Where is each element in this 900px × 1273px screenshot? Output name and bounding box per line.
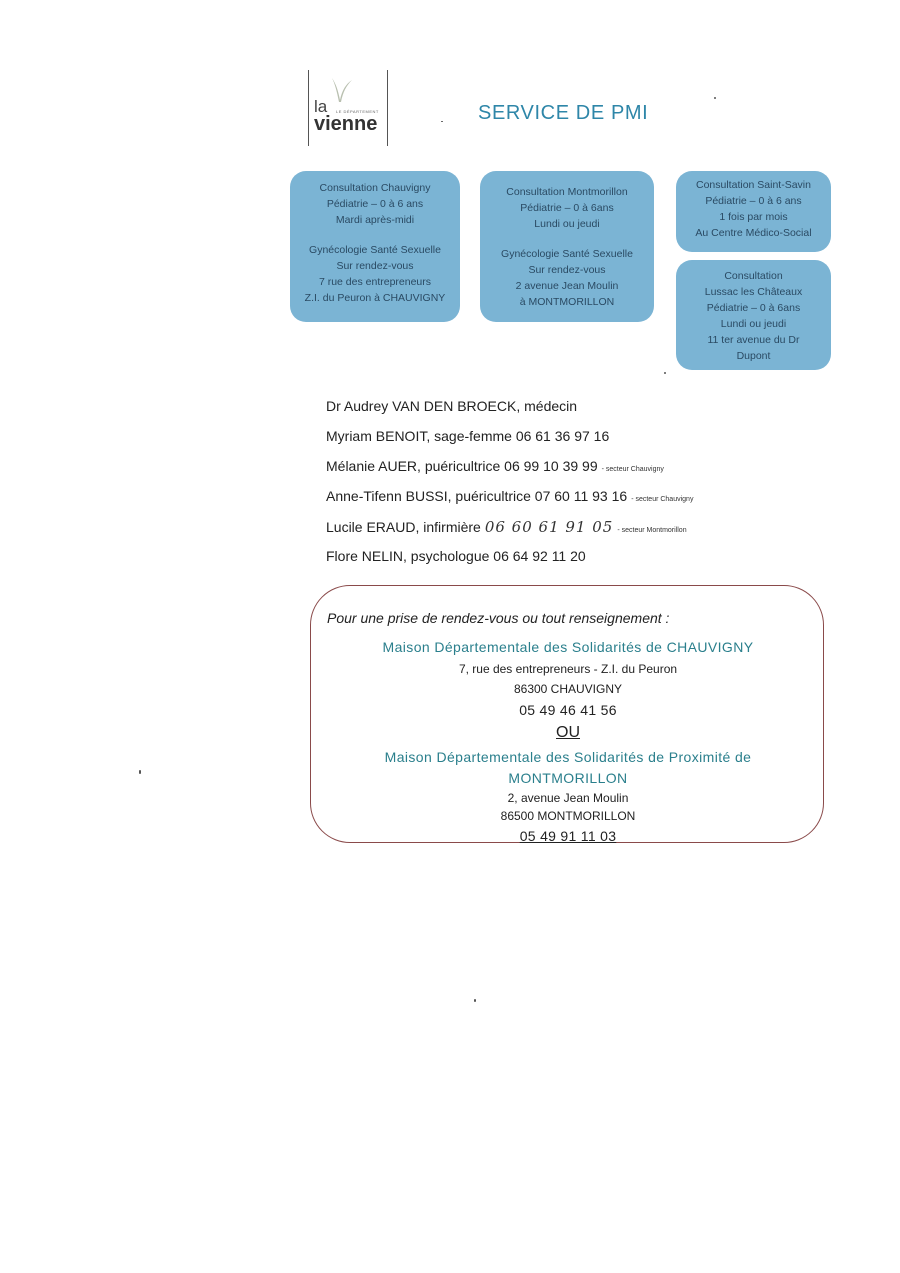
box-line: Au Centre Médico-Social [695, 227, 812, 239]
box-line: Lundi ou jeudi [720, 318, 787, 330]
logo-departement: LE DÉPARTEMENT [336, 109, 379, 114]
office1-name: Maison Départementale des Solidarités de CHAUVIGNY [382, 639, 754, 655]
staff-row [326, 518, 693, 548]
box-line: Mardi après-midi [335, 214, 415, 226]
staff-text: Myriam BENOIT, sage-femme 06 61 36 97 16 [326, 428, 610, 444]
box-line: Consultation [724, 270, 783, 282]
logo-left-rule [308, 70, 309, 146]
logo-right-rule [387, 70, 388, 146]
consultation-box-saint-savin [676, 171, 831, 252]
staff-row [326, 488, 693, 518]
box-line: à MONTMORILLON [519, 296, 615, 308]
scan-speck [441, 121, 443, 122]
box-line: Consultation Montmorillon [506, 186, 628, 198]
staff-text: Flore NELIN, psychologue 06 64 92 11 20 [326, 548, 586, 564]
scan-speck [664, 372, 666, 374]
office2-city: 86500 MONTMORILLON [500, 809, 636, 823]
box-line: Pédiatrie – 0 à 6ans [520, 202, 614, 214]
logo-vienne: vienne [314, 113, 378, 135]
staff-list [326, 398, 693, 578]
staff-text: Mélanie AUER, puéricultrice 06 99 10 39 99 [326, 458, 598, 474]
box-line: Consultation Chauvigny [319, 182, 431, 194]
box-line: Pédiatrie – 0 à 6 ans [326, 198, 424, 210]
or-separator: OU [556, 724, 580, 741]
staff-sector: - secteur Montmorillon [617, 527, 687, 534]
office1-city: 86300 CHAUVIGNY [513, 682, 623, 696]
box-line: 1 fois par mois [719, 211, 788, 223]
office2-address: 2, avenue Jean Moulin [507, 791, 629, 805]
box-line: Gynécologie Santé Sexuelle [309, 244, 441, 256]
contact-frame [310, 585, 824, 843]
staff-text: Anne-Tifenn BUSSI, puéricultrice 07 60 11 93 16 [326, 488, 628, 504]
box-line: Pédiatrie – 0 à 6 ans [705, 195, 802, 207]
office1-address: 7, rue des entrepreneurs - Z.I. du Peuron [458, 662, 678, 676]
handwritten-phone: 06 60 61 91 05 [484, 518, 614, 536]
box-line: Gynécologie Santé Sexuelle [501, 248, 633, 260]
consultation-box-montmorillon [480, 171, 654, 322]
staff-row [326, 398, 693, 428]
box-spacer [290, 228, 460, 242]
leaf-icon [326, 76, 356, 106]
box-line: Sur rendez-vous [528, 264, 606, 276]
consultation-box-lussac [676, 260, 831, 370]
box-line: 2 avenue Jean Moulin [515, 280, 619, 292]
box-line: 7 rue des entrepreneurs [318, 276, 432, 288]
scan-speck [139, 770, 141, 774]
office2-phone: 05 49 91 11 03 [519, 828, 617, 844]
page-title: SERVICE DE PMI [478, 102, 649, 124]
staff-row [326, 458, 693, 488]
staff-text: Lucile ERAUD, infirmière [326, 519, 481, 535]
box-line: Z.I. du Peuron à CHAUVIGNY [304, 292, 446, 304]
office2-name-line2: MONTMORILLON [508, 770, 628, 786]
staff-sector: - secteur Chauvigny [631, 496, 694, 503]
staff-row [326, 428, 693, 458]
scan-speck [474, 999, 476, 1002]
box-line: Sur rendez-vous [336, 260, 414, 272]
box-line: Pédiatrie – 0 à 6ans [706, 302, 801, 314]
contact-lead: Pour une prise de rendez-vous ou tout renseignement : [327, 610, 670, 626]
box-line: Dupont [736, 350, 771, 362]
box-spacer [480, 232, 654, 246]
logo-la: la [314, 97, 328, 116]
scan-speck [714, 97, 716, 99]
staff-row [326, 548, 693, 578]
staff-text: Dr Audrey VAN DEN BROECK, médecin [326, 398, 578, 414]
box-line: Lundi ou jeudi [534, 218, 600, 230]
box-line: Lussac les Châteaux [704, 286, 803, 298]
consultation-box-chauvigny [290, 171, 460, 322]
la-vienne-logo [308, 70, 388, 148]
box-line: Consultation Saint-Savin [696, 179, 811, 191]
office1-phone: 05 49 46 41 56 [519, 702, 617, 718]
staff-sector: - secteur Chauvigny [601, 466, 664, 473]
office2-name-line1: Maison Départementale des Solidarités de Proximité de [384, 749, 752, 765]
box-line: 11 ter avenue du Dr [707, 334, 800, 346]
